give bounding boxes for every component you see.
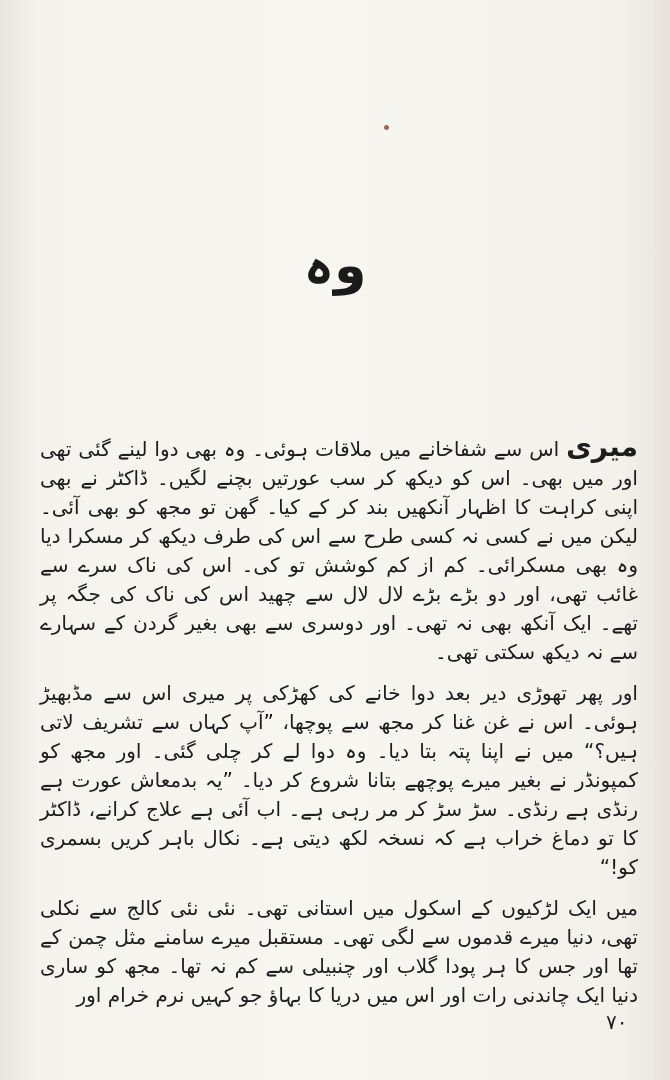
ink-dot [384,125,389,130]
page-number: ۷۰ [606,1010,628,1034]
paragraph-3-text: میں ایک لڑکیوں کے اسکول میں استانی تھی۔ نئی نئی کالج سے نکلی تھی، دنیا میرے قدموں سے لگی تھی۔ مستقبل میرے سامنے مثل چمن کے تھا اور جس کا ہر پودا گلاب اور چنبیلی سے کم نہ تھا۔ مجھ کو ساری دنیا ایک چاندنی رات اور اس میں دریا کا بہاؤ جو کہیں نرم خرام اور [40,896,638,1007]
paragraph-1-lead-word: میری [566,430,638,463]
body-text [40,432,638,1022]
chapter-title: وہ [303,236,367,296]
paragraph-1 [40,432,638,667]
paragraph-2-text: اور پھر تھوڑی دیر بعد دوا خانے کی کھڑکی پر میری اس سے مڈبھیڑ ہوئی۔ اس نے غن غنا کر مجھ سے پوچھا، ”آپ کہاں سے تشریف لاتی ہیں؟“ میں نے اپنا پتہ بتا دیا۔ وہ دوا لے کر چلی گئی۔ اور مجھ کو کمپونڈر نے بغیر میرے پوچھے بتانا شروع کر دیا۔ ”یہ بدمعاش عورت ہے رنڈی ہے رنڈی۔ سڑ سڑ کر مر رہی ہے۔ اب آئی ہے علاج کرانے، ڈاکٹر کا تو دماغ خراب ہے کہ نسخہ لکھ دیتی ہے۔ نکال باہر کریں بسمری کو!“ [40,681,638,879]
paragraph-1-text: اس سے شفاخانے میں ملاقات ہوئی۔ وہ بھی دوا لینے گئی تھی اور میں بھی۔ اس کو دیکھ کر سب عورتیں بچنے لگیں۔ ڈاکٹر نے بھی اپنی کراہت کا اظہار آنکھیں بند کر کے کیا۔ گھن تو مجھ کو بھی آئی۔ لیکن میں نے کسی نہ کسی طرح سے اس کی طرف دیکھ کر مسکرا دیا وہ بھی مسکرائی۔ کم از کم کوشش تو کی۔ اس کی ناک سرے سے غائب تھی، اور دو بڑے بڑے لال لال سے چھید اس کی ناک کی جگہ پر تھے۔ ایک آنکھ بھی نہ تھی۔ اور دوسری سے بھی بغیر گردن کے سہارے سے نہ دیکھ سکتی تھی۔ [40,437,638,664]
paragraph-2 [40,679,638,882]
paragraph-3 [40,894,638,1010]
